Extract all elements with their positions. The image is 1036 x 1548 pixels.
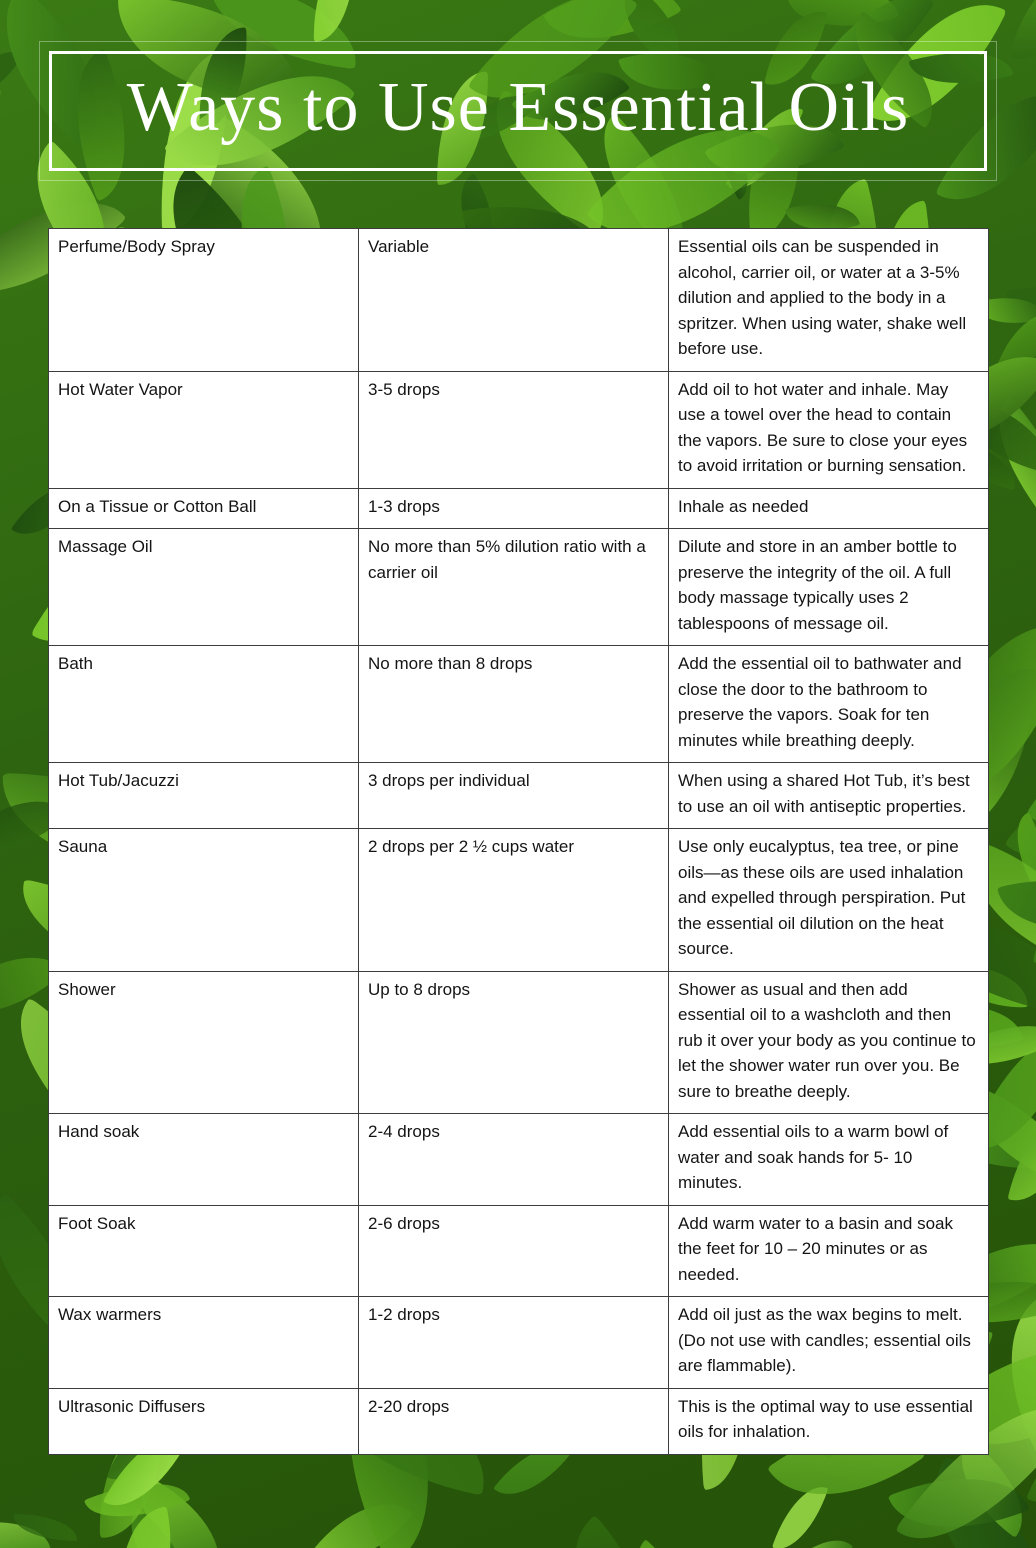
cell-description: Add oil just as the wax begins to melt. (Do not use with candles; essential oils are flammable). [669, 1297, 989, 1389]
cell-amount: 3 drops per individual [359, 763, 669, 829]
cell-method: Wax warmers [49, 1297, 359, 1389]
table-row [49, 488, 989, 529]
cell-description: When using a shared Hot Tub, it’s best to use an oil with antiseptic properties. [669, 763, 989, 829]
cell-amount: Variable [359, 229, 669, 372]
cell-description: Shower as usual and then add essential oil to a washcloth and then rub it over your body as you continue to let the shower water run over you. Be sure to breathe deeply. [669, 971, 989, 1114]
cell-description: Dilute and store in an amber bottle to preserve the integrity of the oil. A full body massage typically uses 2 tablespoons of message oil. [669, 529, 989, 646]
cell-description: Use only eucalyptus, tea tree, or pine oils—as these oils are used inhalation and expelled through perspiration. Put the essential oil dilution on the heat source. [669, 829, 989, 972]
table-row [49, 1114, 989, 1206]
cell-description: Add oil to hot water and inhale. May use a towel over the head to contain the vapors. Be sure to close your eyes to avoid irritation or burning sensation. [669, 371, 989, 488]
usage-table [48, 228, 989, 1455]
table-row [49, 229, 989, 372]
table-row [49, 371, 989, 488]
cell-amount: 2 drops per 2 ½ cups water [359, 829, 669, 972]
cell-method: Shower [49, 971, 359, 1114]
cell-method: Bath [49, 646, 359, 763]
cell-amount: Up to 8 drops [359, 971, 669, 1114]
cell-description: Add the essential oil to bathwater and close the door to the bathroom to preserve the vapors. Soak for ten minutes while breathing deeply. [669, 646, 989, 763]
cell-method: On a Tissue or Cotton Ball [49, 488, 359, 529]
cell-amount: No more than 5% dilution ratio with a carrier oil [359, 529, 669, 646]
cell-description: Add warm water to a basin and soak the feet for 10 – 20 minutes or as needed. [669, 1205, 989, 1297]
table-row [49, 971, 989, 1114]
table-row [49, 529, 989, 646]
title-banner [40, 42, 996, 180]
table-row [49, 646, 989, 763]
title-banner-frame [49, 51, 987, 171]
cell-amount: 2-4 drops [359, 1114, 669, 1206]
cell-method: Perfume/Body Spray [49, 229, 359, 372]
cell-amount: No more than 8 drops [359, 646, 669, 763]
cell-description: This is the optimal way to use essential oils for inhalation. [669, 1388, 989, 1454]
table-row [49, 1205, 989, 1297]
cell-amount: 2-20 drops [359, 1388, 669, 1454]
cell-method: Sauna [49, 829, 359, 972]
cell-method: Hand soak [49, 1114, 359, 1206]
cell-method: Hot Tub/Jacuzzi [49, 763, 359, 829]
cell-description: Add essential oils to a warm bowl of water and soak hands for 5- 10 minutes. [669, 1114, 989, 1206]
cell-amount: 1-3 drops [359, 488, 669, 529]
cell-description: Essential oils can be suspended in alcohol, carrier oil, or water at a 3-5% dilution and applied to the body in a spritzer. When using water, shake well before use. [669, 229, 989, 372]
cell-method: Hot Water Vapor [49, 371, 359, 488]
cell-method: Foot Soak [49, 1205, 359, 1297]
usage-table-body [49, 229, 989, 1455]
table-row [49, 1297, 989, 1389]
table-row [49, 829, 989, 972]
cell-amount: 3-5 drops [359, 371, 669, 488]
table-row [49, 1388, 989, 1454]
cell-amount: 2-6 drops [359, 1205, 669, 1297]
cell-method: Ultrasonic Diffusers [49, 1388, 359, 1454]
cell-amount: 1-2 drops [359, 1297, 669, 1389]
page-title: Ways to Use Essential Oils [126, 69, 910, 146]
cell-description: Inhale as needed [669, 488, 989, 529]
cell-method: Massage Oil [49, 529, 359, 646]
table-row [49, 763, 989, 829]
usage-table-container [48, 228, 988, 1455]
